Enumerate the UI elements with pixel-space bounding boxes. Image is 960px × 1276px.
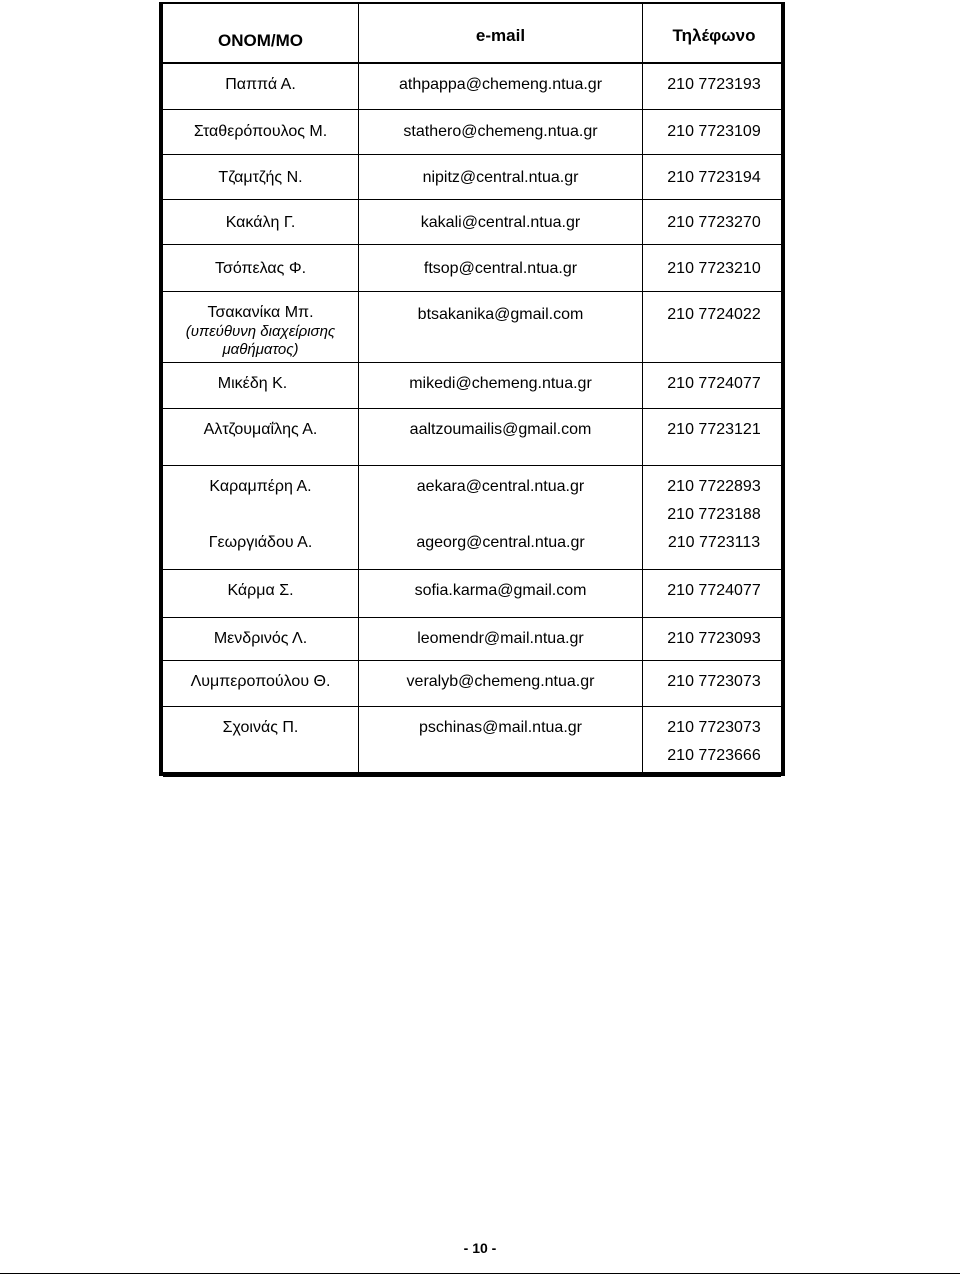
contact-name: Κακάλη Γ. (225, 214, 296, 231)
header-email: e-mail (475, 26, 526, 45)
contact-phone: 210 7724077 (667, 375, 761, 392)
row-divider (163, 362, 781, 363)
contact-name: Λυμπεροπούλου Θ. (190, 673, 331, 690)
contact-name: Παππά Α. (225, 76, 296, 93)
row-divider (163, 244, 781, 245)
contact-name: Μικέδη Κ. (217, 375, 288, 392)
contact-name: Αλτζουμαΐλης Α. (203, 421, 318, 438)
contact-phone: 210 7723109 (667, 123, 761, 140)
contact-email[interactable]: mikedi@chemeng.ntua.gr (409, 375, 592, 392)
contact-email[interactable]: athpappa@chemeng.ntua.gr (398, 76, 603, 93)
contact-email[interactable]: leomendr@mail.ntua.gr (417, 630, 584, 647)
contact-email[interactable]: pschinas@mail.ntua.gr (419, 719, 582, 736)
contact-name: Καραμπέρη Α. (209, 478, 312, 495)
contact-phone: 210 7722893 (667, 478, 761, 495)
contact-email[interactable]: kakali@central.ntua.gr (420, 214, 581, 231)
contact-email[interactable]: ftsop@central.ntua.gr (423, 260, 578, 277)
row-divider (163, 660, 781, 661)
contact-phone: 210 7723193 (667, 76, 761, 93)
contact-name: Κάρμα Σ. (227, 582, 294, 599)
contact-phone: 210 7723194 (667, 169, 761, 186)
contact-name: Τζαμτζής Ν. (218, 169, 303, 186)
header-divider (163, 62, 781, 64)
contact-email[interactable]: btsakanika@gmail.com (417, 306, 584, 323)
contact-phone: 210 7723073 (667, 673, 761, 690)
row-divider (163, 706, 781, 707)
contact-phone: 210 7723270 (667, 214, 761, 231)
table-bottom-border (163, 772, 781, 777)
contact-phone-secondary: 210 7723188 (667, 506, 761, 523)
contact-email[interactable]: nipitz@central.ntua.gr (422, 169, 579, 186)
contact-email[interactable]: aaltzoumailis@gmail.com (409, 421, 592, 438)
contact-role-note: (υπεύθυνη διαχείρισης μαθήματος) (185, 323, 336, 358)
contact-name: Σχοινάς Π. (222, 719, 299, 736)
contact-email[interactable]: ageorg@central.ntua.gr (416, 534, 585, 551)
contact-phone: 210 7723093 (667, 630, 761, 647)
row-divider (163, 569, 781, 570)
row-divider (163, 617, 781, 618)
contact-name: Σταθερόπουλος Μ. (193, 123, 328, 140)
footer-rule (0, 1273, 960, 1274)
contact-name: Γεωργιάδου Α. (208, 534, 313, 551)
contact-email[interactable]: sofia.karma@gmail.com (414, 582, 587, 599)
contact-email[interactable]: aekara@central.ntua.gr (416, 478, 585, 495)
row-divider (163, 154, 781, 155)
contact-phone: 210 7724077 (667, 582, 761, 599)
contacts-table (159, 2, 785, 776)
contact-phone: 210 7723210 (667, 260, 761, 277)
contact-name: Μενδρινός Λ. (213, 630, 308, 647)
contact-phone-secondary: 210 7723666 (667, 747, 761, 764)
contact-phone: 210 7723073 (667, 719, 761, 736)
contact-name: Τσακανίκα Μπ. (207, 304, 314, 321)
contact-name: Τσόπελας Φ. (214, 260, 307, 277)
row-divider (163, 408, 781, 409)
contact-email[interactable]: veralyb@chemeng.ntua.gr (406, 673, 595, 690)
row-divider (163, 109, 781, 110)
header-name: ΟΝΟΜ/ΜΟ (218, 31, 303, 50)
contact-phone: 210 7723121 (667, 421, 761, 438)
contact-phone: 210 7723113 (667, 534, 761, 551)
header-phone: Τηλέφωνο (672, 26, 756, 45)
row-divider (163, 291, 781, 292)
contact-phone: 210 7724022 (667, 306, 761, 323)
page-number: - 10 - (463, 1240, 497, 1256)
row-divider (163, 199, 781, 200)
contact-email[interactable]: stathero@chemeng.ntua.gr (403, 123, 598, 140)
row-divider (163, 465, 781, 466)
